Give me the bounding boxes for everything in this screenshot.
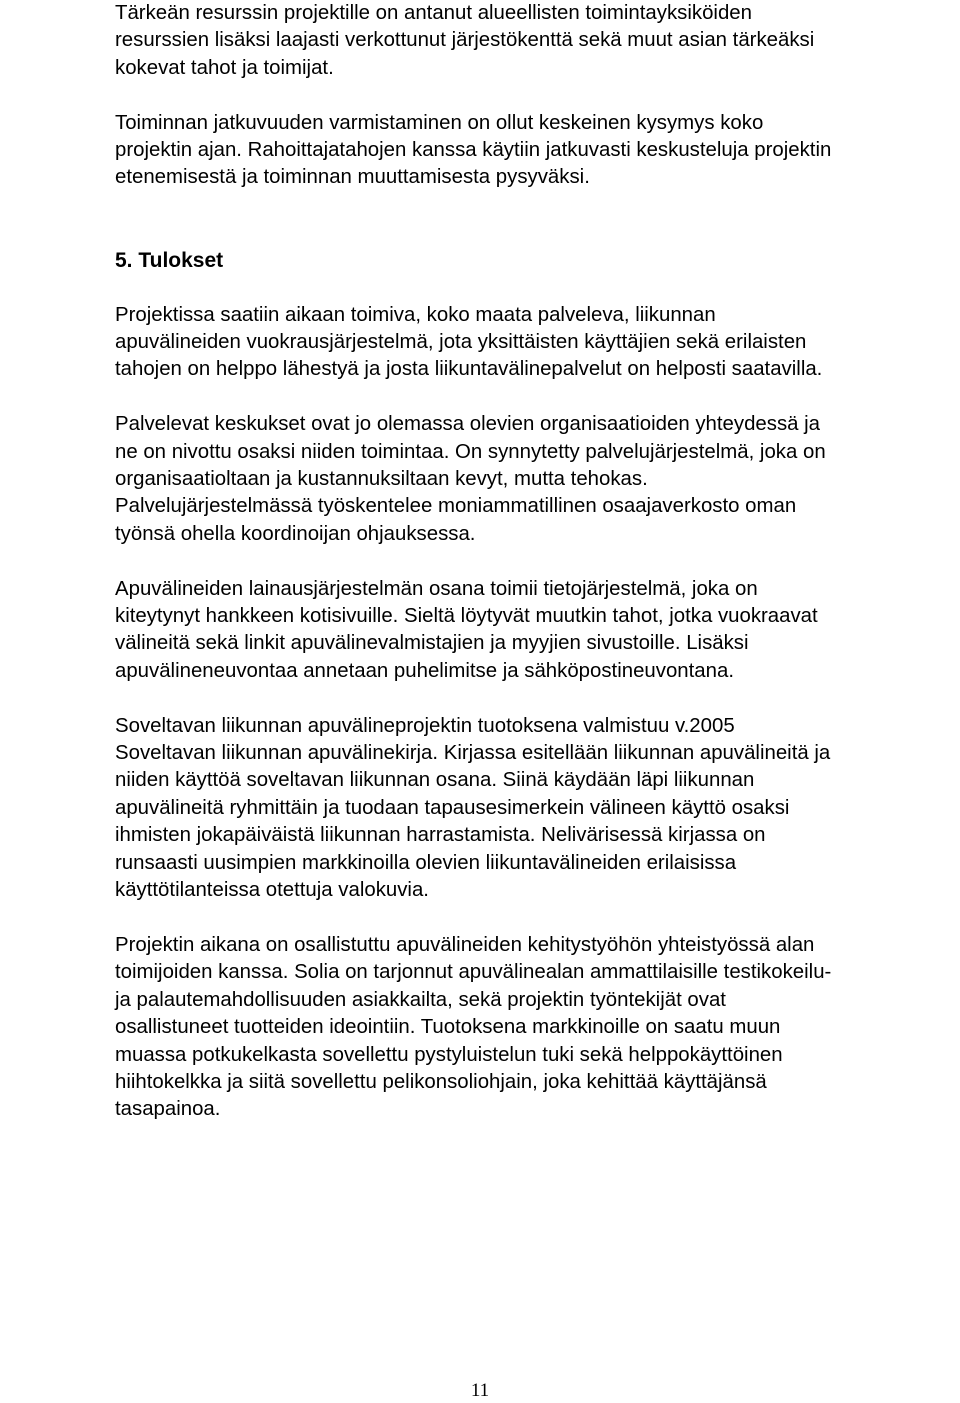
section-gap — [115, 192, 960, 247]
page-number: 11 — [470, 1380, 490, 1401]
paragraph-gap — [115, 548, 960, 575]
paragraph-gap — [115, 384, 960, 411]
paragraph-development: Projektin aikana on osallistuttu apuvälineiden kehitystyöhön yhteistyössä alan toimijoiden kanssa. Solia on tarjonnut apuvälinealan ammattilaisille testikokeilu- ja palautemahdollisuuden asiakkailta, sekä projektin työntekijät ovat osallistuneet tuotteiden ideointiin. Tuotoksena markkinoille on saatu muun muassa potkukelkasta sovellettu pystyluistelun tuki sekä helppokäyttöinen hiihtokelkka ja siitä sovellettu pelikonsoliohjain, joka kehittää käyttäjänsä tasapainoa. — [115, 933, 832, 1121]
paragraph-gap — [115, 905, 960, 932]
paragraph-gap — [115, 82, 960, 109]
section-heading: 5. Tulokset — [115, 248, 224, 272]
paragraph-results-system: Projektissa saatiin aikaan toimiva, koko maata palveleva, liikunnan apuvälineiden vuokrausjärjestelmä, jota yksittäisten käyttäjien sekä erilaisten tahojen on helppo lähestyä ja josta liikuntavälinepalvelut on helposti saatavilla. — [115, 303, 823, 381]
paragraph-gap — [115, 685, 960, 712]
paragraph-resources: Tärkeän resurssin projektille on antanut alueellisten toimintayksiköiden resurssien lisäksi laajasti verkottunut järjestökenttä sekä muut asian tärkeäksi kokevat tahot ja toimijat. — [115, 2, 815, 79]
paragraph-service-centers: Palvelevat keskukset ovat jo olemassa olevien organisaatioiden yhteydessä ja ne on nivottu osaksi niiden toimintaa. On synnytetty palvelujärjestelmä, joka on organisaatioltaan ja kustannuksiltaan kevyt, mutta tehokas. Palvelujärjestelmässä työskentelee moniammatillinen osaajaverkosto oman työnsä ohella koordinoijan ohjauksessa. — [115, 413, 826, 545]
paragraph-lending-system: Apuvälineiden lainausjärjestelmän osana toimii tietojärjestelmä, joka on kiteytynyt hankkeen kotisivuille. Sieltä löytyvät muutkin tahot, jotka vuokraavat välineitä sekä linkit apuvälinevalmistajien ja myyjien sivustoille. Lisäksi apuvälineneuvontaa annetaan puhelimitse ja sähköpostineuvontana. — [115, 577, 818, 682]
paragraph-continuity: Toiminnan jatkuvuuden varmistaminen on ollut keskeinen kysymys koko projektin ajan. Rahoittajatahojen kanssa käytiin jatkuvasti keskusteluja projektin etenemisestä ja toiminnan muuttamisesta pysyväksi. — [115, 111, 832, 189]
paragraph-gap — [115, 274, 960, 301]
document-page — [115, 0, 960, 1124]
paragraph-book: Soveltavan liikunnan apuvälineprojektin tuotoksena valmistuu v.2005 Soveltavan liikunnan apuvälinekirja. Kirjassa esitellään liikunnan apuvälineitä ja niiden käyttöä soveltavan liikunnan osana. Siinä käydään läpi liikunnan apuvälineitä ryhmittäin ja tuodaan tapausesimerkein välineen käyttö osaksi ihmisten jokapäiväistä liikunnan harrastamista. Nelivärisessä kirjassa on runsaasti uusimpien markkinoilla olevien liikuntavälineiden erilaisissa käyttötilanteissa otettuja valokuvia. — [115, 714, 831, 902]
